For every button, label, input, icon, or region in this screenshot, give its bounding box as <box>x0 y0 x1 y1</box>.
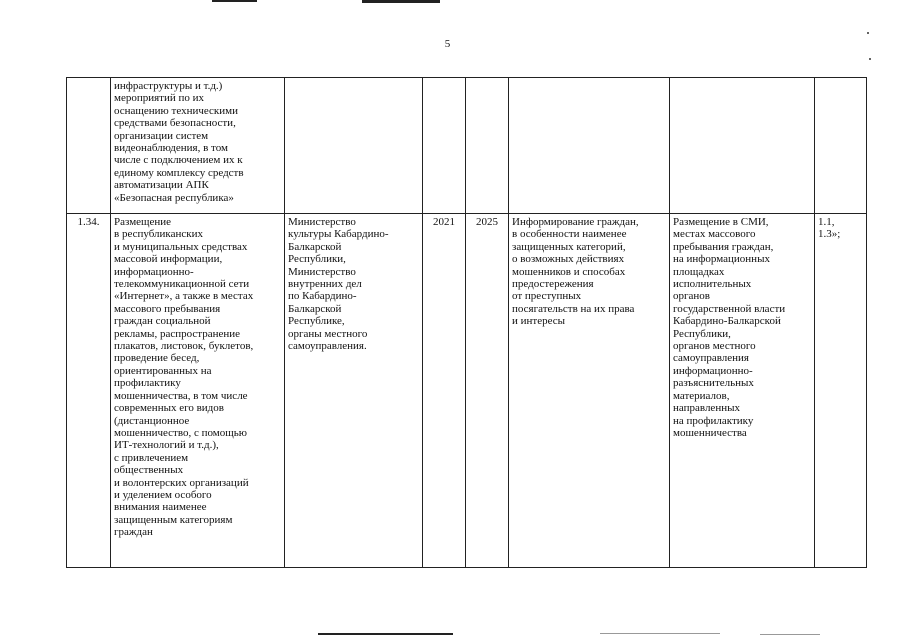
cell-executor: Министерство культуры Кабардино- Балкарской Республики, Министерство внутренних дел по Кабардино- Балкарской Республике, органы местного самоуправления. <box>285 214 423 568</box>
scan-dot <box>869 58 871 60</box>
cell-executor <box>285 78 423 214</box>
top-scan-mark-right <box>362 0 440 3</box>
cell-form: Размещение в СМИ, местах массового пребывания граждан, на информационных площадках исполнительных органов государственной власти Кабардино-Балкарской Республики, органов местного самоуправления информационно- разъяснительных материалов, направленных на профилактику мошенничества <box>670 214 815 568</box>
table-row <box>67 214 867 568</box>
cell-end-year: 2025 <box>466 214 509 568</box>
table-row <box>67 78 867 214</box>
cell-reference <box>815 78 867 214</box>
bottom-scan-line <box>600 633 720 634</box>
cell-measure: Размещение в республиканских и муниципальных средствах массовой информации, информационно- телекоммуникационной сети «Интернет», а также в местах массового пребывания граждан социальной рекламы, распространение плакатов, листовок, буклетов, проведение бесед, ориентированных на профилактику мошенничества, в том числе современных его видов (дистанционное мошенничество, с помощью ИТ-технологий и т.д.), с привлечением общественных и волонтерских организаций и уделением особого внимания наименее защищенным категориям граждан <box>111 214 285 568</box>
cell-result <box>509 78 670 214</box>
cell-measure: инфраструктуры и т.д.) мероприятий по их оснащению техническими средствами безопасности, организации систем видеонаблюдения, в том числе с подключением их к единому комплексу средств автоматизации АПК «Безопасная республика» <box>111 78 285 214</box>
cell-start-year <box>423 78 466 214</box>
cell-number: 1.34. <box>67 214 111 568</box>
cell-start-year: 2021 <box>423 214 466 568</box>
top-scan-mark-left <box>212 0 257 2</box>
cell-result: Информирование граждан, в особенности наименее защищенных категорий, о возможных действиях мошенников и способах предостережения от преступных посягательств на их права и интересы <box>509 214 670 568</box>
measures-table <box>66 77 867 568</box>
cell-end-year <box>466 78 509 214</box>
cell-form <box>670 78 815 214</box>
bottom-scan-line <box>760 634 820 635</box>
bottom-scan-mark <box>318 633 453 635</box>
scan-dot <box>867 32 869 34</box>
page-number: 5 <box>444 38 451 50</box>
cell-number <box>67 78 111 214</box>
cell-reference: 1.1, 1.3»; <box>815 214 867 568</box>
